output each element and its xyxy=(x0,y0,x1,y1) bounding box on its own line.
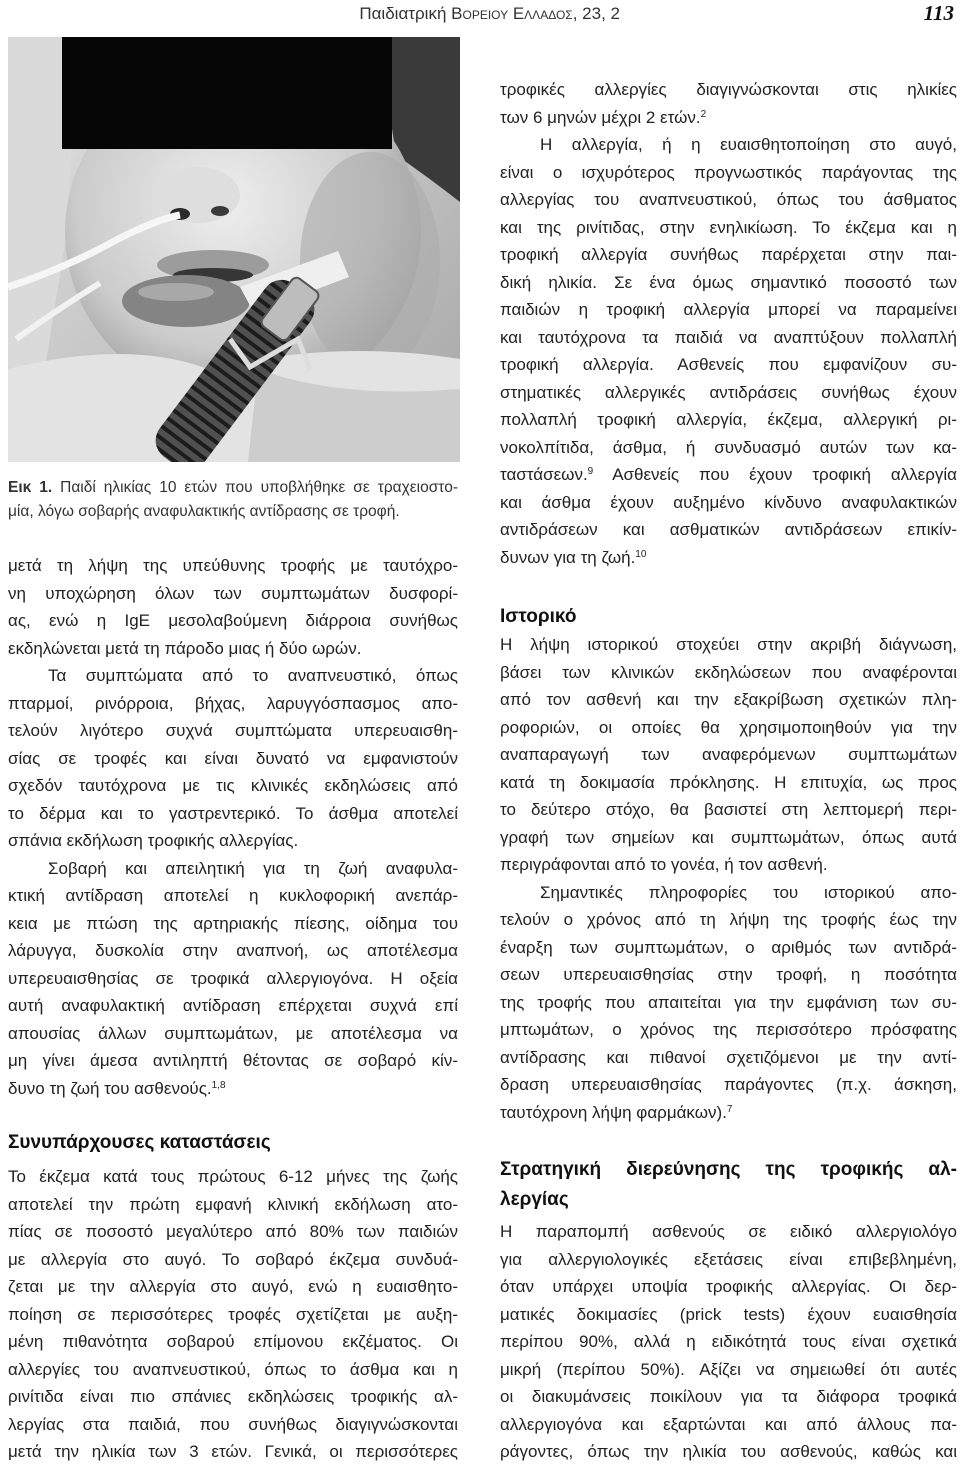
text-line: και της ρινίτιδας, στην ενηλικίωση. Το έκζεμα και η xyxy=(500,217,957,237)
text-line: πίας σε ποσοστό μεγαλύτερο από 80% των παιδιών xyxy=(8,1222,458,1241)
text-line: αντιδράσεων και ασθματικών αντιδράσεων επικίν- xyxy=(500,520,957,539)
text-line: ζεται με την αλλεργία στο αυγό, ενώ η ευαισθητο- xyxy=(8,1277,458,1296)
reference-superscript: 10 xyxy=(635,548,647,560)
text-line: κτική αντίδραση αποτελεί η κυκλοφορική ανεπάρ- xyxy=(8,886,458,905)
journal-name: Παιδιατρική xyxy=(359,4,447,23)
text-line: λάρυγγα, δυσκολία στην αναπνοή, ως αποτέλεσμα xyxy=(8,941,458,960)
text-fragment: ταστάσεων. xyxy=(500,465,588,484)
text-line: μετά τη λήψη της υπεύθυνης τροφής με ταυτόχρο- xyxy=(8,556,458,575)
section-heading-coexisting-conditions: Συνυπάρχουσες καταστάσεις xyxy=(8,1132,271,1153)
text-line: σπάνια εκδήλωση τροφικής αλλεργίας. xyxy=(8,831,299,850)
reference-superscript: 2 xyxy=(700,108,707,120)
text-line: τροφικές αλλεργίες διαγιγνώσκονται στις ηλικίες xyxy=(500,80,957,99)
text-line: μένη πιθανότητα σοβαρού επίμονου εκζέματος. Οι xyxy=(8,1332,458,1351)
text-line: το δεύτερο στόχο, θα βασιστεί στη λεπτομερή περι- xyxy=(500,800,957,819)
text-line: τελούν ο χρόνος από τη λήψη της τροφής έως την xyxy=(500,910,957,929)
swollen-lip xyxy=(122,275,250,327)
text-fragment: Ασθενείς που έχουν τροφική αλλεργία xyxy=(593,465,957,484)
text-line: ποίηση σε περισσότερες τροφές σχετίζεται με αυξη- xyxy=(8,1304,458,1324)
text-line: Σοβαρή και απειλητική για τη ζωή αναφυλα- xyxy=(48,858,458,878)
text-line: τελούν λιγότερο συχνά συμπτώματα υπερευαισθη- xyxy=(8,721,458,740)
text-line: και άσθμα έχουν αυξημένο κίνδυνο αναφυλακτικών xyxy=(500,492,957,512)
left-column-text xyxy=(8,552,458,1102)
text-line xyxy=(8,1075,458,1103)
text-line: κεια με πτώση της αρτηριακής πίεσης, οίδημα του xyxy=(8,913,458,933)
text-line: Η παραπομπή ασθενούς σε ειδικό αλλεργιολόγο xyxy=(500,1222,957,1241)
text-line: τροφική αλλεργία. Ασθενείς που εμφανίζουν συ- xyxy=(500,355,957,374)
nostril xyxy=(211,206,229,216)
text-line: εκδηλώνεται μετά τη πάροδο μιας ή δύο ωρών. xyxy=(8,638,362,658)
reference-superscript: 1,8 xyxy=(211,1079,226,1091)
text-line: είναι ο ισχυρότερος προγνωστικός παράγοντας της xyxy=(500,162,957,182)
page-number: 113 xyxy=(923,1,954,25)
text-fragment: ταυτόχρονη λήψη φαρμάκων). xyxy=(500,1102,727,1122)
text-line: λεργίας στα παιδιά, που συνήθως διαγιγνώσκονται xyxy=(8,1414,458,1434)
text-line: δική ηλικία. Σε ένα όμως σημαντικό ποσοστό των xyxy=(500,272,957,292)
text-line: ματικές δοκιμασίες (prick tests) έχουν ευαισθησία xyxy=(500,1304,957,1324)
patient-photo-illustration xyxy=(8,37,460,462)
text-line: πολλαπλή τροφική αλλεργία, έκζεμα, αλλεργική ρι- xyxy=(500,410,957,429)
text-line: μη γίνει άμεσα αντιληπτή θέτοντας σε σοβαρό κίν- xyxy=(8,1051,458,1070)
text-fragment: δυνο τη ζωή του ασθενούς. xyxy=(8,1078,212,1098)
text-line: κατά τη δοκιμασία πρόκλησης. Η επιτυχία, ως προς xyxy=(500,772,957,792)
text-line: ρινίτιδα είναι πιο σπάνιες εκδηλώσεις τροφικής αλ- xyxy=(8,1387,458,1406)
reference-superscript: 9 xyxy=(587,466,594,477)
right-column-text xyxy=(500,631,957,1126)
reference-superscript: 7 xyxy=(726,1103,733,1115)
text-line: αλλεργιογόνα και εξαρτώνται και από άλλους πα- xyxy=(500,1414,957,1434)
text-line: Τα συμπτώματα από το αναπνευστικό, όπως xyxy=(48,666,458,685)
text-line: τροφική αλλεργία συνήθως παρέρχεται στην παι- xyxy=(500,245,957,264)
text-line: μπτωμάτων, ο χρόνος της περισσότερο πρόσφατης xyxy=(500,1020,957,1039)
heading-line: Στρατηγική διερεύνησης της τροφικής αλ- xyxy=(500,1159,957,1180)
text-line: γραφή των σημείων και συμπτωμάτων, όπως αυτά xyxy=(500,827,957,847)
text-line: με αλλεργία στο αυγό. Το σοβαρό έκζεμα συνδυά- xyxy=(8,1249,458,1269)
text-line: σεων υπερευαισθησίας στην τροφή, η ποσότητα xyxy=(500,965,957,984)
left-column-text xyxy=(8,1163,458,1466)
text-line: αναπαραγωγή των αναφερόμενων συμπτωμάτων xyxy=(500,745,957,764)
text-line: σίας σε τροφές και είναι δυνατό να εμφανιστούν xyxy=(8,748,458,768)
text-line: στηματικές αλλεργικές αντιδράσεις συνήθως έχουν xyxy=(500,382,957,402)
figure-label: Εικ 1. xyxy=(8,479,53,496)
text-line: περίπου 90%, αλλά η ειδικότητά τους είναι σχετικά xyxy=(500,1332,957,1351)
caption-line: μία, λόγω σοβαρής αναφυλακτικής αντίδρασης σε τροφή. xyxy=(8,503,400,520)
running-header xyxy=(359,3,620,25)
text-line: της τροφής που απαιτείται για την εμφάνιση των συ- xyxy=(500,992,957,1012)
lip-highlight xyxy=(138,283,214,301)
text-line xyxy=(500,1099,957,1127)
journal-name-smallcaps: Βορειου Ελλαδος xyxy=(451,4,573,23)
text-line: αντίδρασης και πιθανοί σχετιζόμενοι με την αντί- xyxy=(500,1047,957,1067)
text-line: αλλεργίας του αναπνευστικού, όπως του άσθματος xyxy=(500,190,957,209)
text-line: αποτελεί την πρώτη εμφανή κλινική εκδήλωση ατο- xyxy=(8,1194,458,1214)
text-fragment: των 6 μηνών μέχρι 2 ετών. xyxy=(500,107,701,127)
text-line: το δέρμα και το γαστρεντερικό. Το άσθμα αποτελεί xyxy=(8,803,458,823)
text-line: Το έκζεμα κατά τους πρώτους 6-12 μήνες της ζωής xyxy=(8,1167,458,1186)
text-line xyxy=(500,104,957,132)
text-line: απουσίας άλλων συμπτωμάτων, με αποτέλεσμα να xyxy=(8,1023,458,1043)
section-heading-strategy xyxy=(500,1155,957,1215)
section-heading-history: Ιστορικό xyxy=(500,606,577,627)
text-line: από τον ασθενή και την εξακρίβωση σχετικών πλη- xyxy=(500,690,957,709)
figure-photo xyxy=(8,37,460,462)
text-line: αυτή αναφυλακτική αντίδραση επέρχεται συχνά επί xyxy=(8,996,458,1015)
heading-line: λεργίας xyxy=(500,1189,569,1210)
text-line: βάσει των κλινικών εκδηλώσεων που αναφέρονται xyxy=(500,662,957,682)
text-line: ράγοντες, όπως την ηλικία του ασθενούς, καθώς και xyxy=(500,1442,957,1461)
text-line: και ταυτόχρονα τα παιδιά να αναπτύξουν πολλαπλή xyxy=(500,327,957,347)
text-line: υπερευαισθησίας σε τροφικά αλλεργιογόνα. Η οξεία xyxy=(8,968,458,988)
text-line: όταν υπάρχει υποψία τροφικής αλλεργίας. Οι δερ- xyxy=(500,1277,957,1296)
text-line xyxy=(500,544,957,572)
text-line: Σημαντικές πληροφορίες του ιστορικού απο- xyxy=(540,882,957,902)
text-line: δραση υπερευαισθησίας παράγοντες (π.χ. άσκηση, xyxy=(500,1075,957,1094)
text-line: αλλεργίες του αναπνευστικού, όπως το άσθμα και η xyxy=(8,1359,458,1379)
text-line: σχεδόν ταυτόχρονα με τις κλινικές εκδηλώσεις από xyxy=(8,776,458,795)
text-line: Η αλλεργία, ή η ευαισθητοποίηση στο αυγό, xyxy=(540,135,957,154)
text-line: έναρξη των συμπτωμάτων, ο αριθμός των αντιδρά- xyxy=(500,937,957,957)
text-line: ας, ενώ η IgE μεσολαβούμενη διάρροια συνήθως xyxy=(8,611,458,630)
text-line: παιδιών η τροφική αλλεργία μπορεί να παραμείνει xyxy=(500,300,957,319)
text-line: περιγράφονται από το γονέα, ή τον ασθενή. xyxy=(500,855,828,874)
censor-bar xyxy=(62,37,392,149)
right-column-text xyxy=(500,76,957,571)
right-column-text xyxy=(500,1218,957,1466)
text-fragment: δυνων για τη ζωή. xyxy=(500,547,636,567)
text-line: νοκολπίτιδα, άσθμα, ή συνδυασμό αυτών των κα- xyxy=(500,437,957,457)
text-line: ροφοριών, οι οποίες θα χρησιμοποιηθούν για την xyxy=(500,717,957,737)
text-line: πταρμοί, ρινόρροια, βήχας, λαρυγγόσπασμος απο- xyxy=(8,693,458,713)
text-line xyxy=(500,461,957,489)
caption-line xyxy=(8,476,458,500)
caption-text: Παιδί ηλικίας 10 ετών που υποβλήθηκε σε τραχειοστο- xyxy=(60,479,458,496)
figure-caption xyxy=(8,476,458,524)
text-line: για αλλεργιολογικές εξετάσεις είναι επιβεβλημένη, xyxy=(500,1249,957,1269)
text-line: νη υποχώρηση όλων των συμπτωμάτων δυσφορί- xyxy=(8,583,458,603)
text-line: οι διακυμάνσεις ποικίλουν για τα διάφορα τροφικά xyxy=(500,1387,957,1406)
text-line: μικρή (περίπου 50%). Αξίζει να σημειωθεί ότι αυτές xyxy=(500,1359,957,1379)
text-line: μετά την ηλικία των 3 ετών. Γενικά, οι περισσότερες xyxy=(8,1442,458,1461)
text-line: Η λήψη ιστορικού στοχεύει στην ακριβή διάγνωση, xyxy=(500,635,957,654)
volume-issue: , 23, 2 xyxy=(572,4,620,23)
